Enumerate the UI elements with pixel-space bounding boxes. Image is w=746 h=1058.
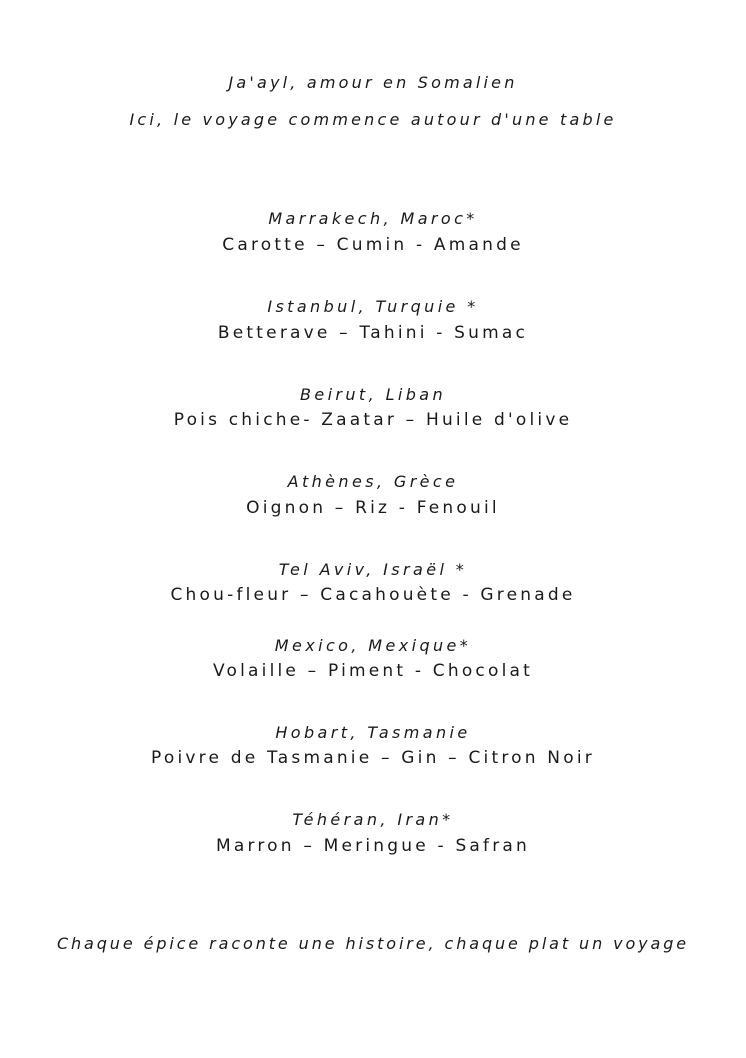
dish-ingredients: Volaille – Piment - Chocolat	[213, 661, 533, 681]
dish-ingredients: Poivre de Tasmanie – Gin – Citron Noir	[151, 748, 595, 768]
dish-ingredients: Pois chiche- Zaatar – Huile d'olive	[173, 410, 573, 430]
restaurant-tagline: Ici, le voyage commence autour d'une table	[129, 110, 617, 129]
dish-ingredients: Marron – Meringue - Safran	[215, 836, 531, 856]
menu-footer-quote: Chaque épice raconte une histoire, chaque plat un voyage	[56, 934, 690, 953]
dish-origin: Istanbul, Turquie *	[267, 297, 479, 316]
dish-ingredients: Carotte – Cumin - Amande	[222, 235, 524, 255]
dish-origin: Marrakech, Maroc*	[268, 209, 478, 228]
dish-origin: Athènes, Grèce	[287, 472, 459, 491]
dish-ingredients: Betterave – Tahini - Sumac	[217, 323, 529, 343]
dish-origin: Tel Aviv, Israël *	[278, 560, 468, 579]
dish-ingredients: Chou-fleur – Cacahouète - Grenade	[170, 585, 576, 605]
dish-ingredients: Oignon – Riz - Fenouil	[246, 498, 500, 518]
dish-origin: Téhéran, Iran*	[292, 810, 454, 829]
dish-origin: Beirut, Liban	[299, 385, 447, 404]
restaurant-title: Ja'ayl, amour en Somalien	[228, 73, 518, 92]
dish-origin: Hobart, Tasmanie	[275, 723, 471, 742]
dish-origin: Mexico, Mexique*	[274, 636, 472, 655]
